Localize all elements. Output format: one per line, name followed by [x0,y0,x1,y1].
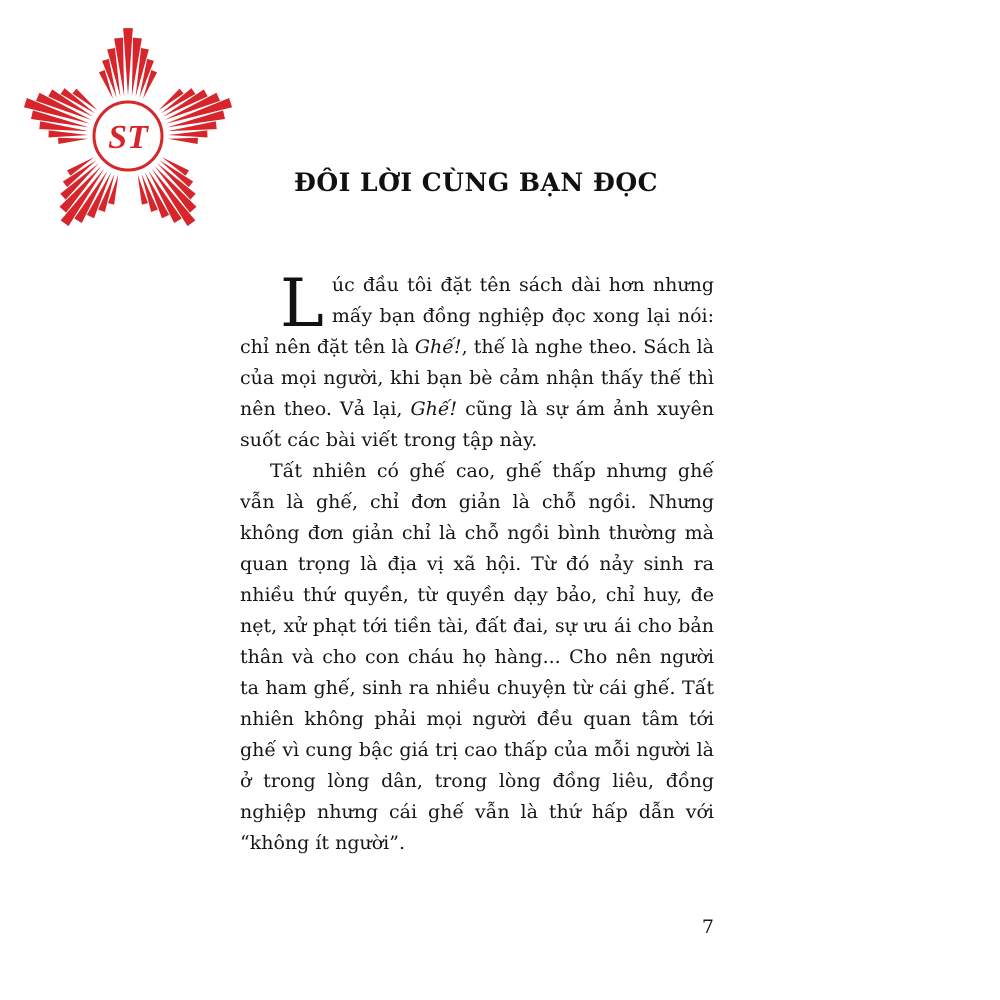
logo-ray [168,130,207,137]
paragraph-1-part-3: cũng là sự ám ảnh xuyên suốt các bài viết trong tập này. [240,398,714,451]
publisher-logo [16,24,240,248]
logo-ray [58,138,88,144]
page-number: 7 [701,916,714,938]
paragraph-1-part-2: , thế là nghe theo. Sách là của mọi người, khi bạn bè cảm nhận thấy thế thì nên theo. Vả lại, [240,336,714,420]
book-title-italic-2: Ghế! [410,398,458,420]
logo-ray [168,138,198,144]
book-title-italic-1: Ghế! [414,336,462,358]
paragraph-1-part-1: úc đầu tôi đặt tên sách dài hơn nhưng mấy bạn đồng nghiệp đọc xong lại nói: chỉ nên đặt tên là [240,274,714,358]
logo-ray [123,28,133,96]
paragraph-2: Tất nhiên có ghế cao, ghế thấp nhưng ghế vẫn là ghế, chỉ đơn giản là chỗ ngồi. Nhưng không đơn giản chỉ là chỗ ngồi bình thường mà quan trọng là địa vị xã hội. Từ đó nảy sinh ra nhiều thứ quyền, từ quyền dạy bảo, chỉ huy, đe nẹt, xử phạt tới tiền tài, đất đai, sự ưu ái cho bản thân và cho con cháu họ hàng... Cho nên người ta ham ghế, sinh ra nhiều chuyện từ cái ghế. Tất nhiên không phải mọi người đều quan tâm tới ghế vì cung bậc giá trị cao thấp của mỗi người là ở trong lòng dân, trong lòng đồng liêu, đồng nghiệp nhưng cái ghế vẫn là thứ hấp dẫn với “không ít người”. [240,460,714,854]
drop-cap: L [280,265,324,342]
logo-letters: ST [108,119,148,156]
star-logo-icon [16,24,240,248]
page-title: ĐÔI LỜI CÙNG BẠN ĐỌC [294,168,658,197]
logo-ray [49,130,88,137]
body-text [240,265,714,859]
paragraph-1 [240,265,714,456]
